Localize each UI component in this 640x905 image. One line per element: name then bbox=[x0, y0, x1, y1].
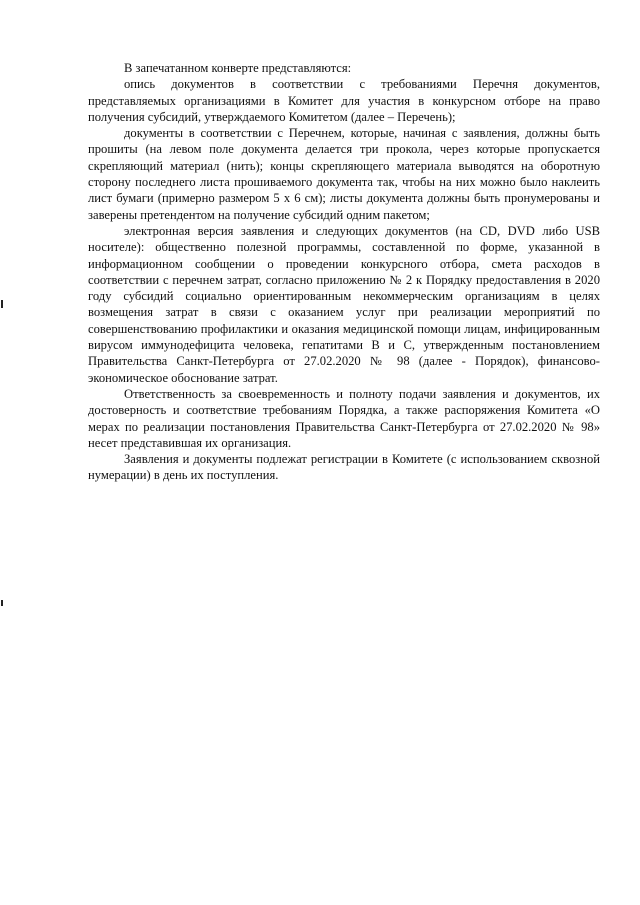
paragraph-binding: документы в соответствии с Перечнем, которые, начиная с заявления, должны быть прошиты (на левом поле документа делается три прокола, через которые пропускается скрепляющий материал (нить); концы скрепляющего материала выводятся на оборотную сторону последнего листа прошиваемого документа так, чтобы на них можно было наклеить лист бумаги (примерно размером 5 х 6 см); листы документа должны быть пронумерованы и заверены претендентом на получение субсидий одним пакетом; bbox=[88, 126, 600, 222]
document-body bbox=[88, 60, 600, 484]
scan-edge-mark bbox=[1, 300, 3, 308]
paragraph-inventory: опись документов в соответствии с требованиями Перечня документов, представляемых организациями в Комитет для участия в конкурсном отборе на право получения субсидий, утверждаемого Комитетом (далее – Перечень); bbox=[88, 77, 600, 124]
paragraph-registration: Заявления и документы подлежат регистрации в Комитете (с использованием сквозной нумерации) в день их поступления. bbox=[88, 452, 600, 483]
scan-edge-mark bbox=[1, 600, 3, 606]
paragraph-intro: В запечатанном конверте представляются: bbox=[124, 61, 352, 75]
paragraph-electronic-version: электронная версия заявления и следующих документов (на CD, DVD либо USB носителе): общественно полезной программы, составленной по форме, указанной в информационном сообщении о проведении конкурсного отбора, смета расходов в соответствии с перечнем затрат, согласно приложению № 2 к Порядку предоставления в 2020 году субсидий социально ориентированным некоммерческим организациям в целях возмещения затрат в связи с оказанием услуг при реализации мероприятий по совершенствованию профилактики и оказания медицинской помощи лицам, инфицированным вирусом иммунодефицита человека, гепатитами В и С, утвержденным постановлением Правительства Санкт-Петербурга от 27.02.2020 № 98 (далее - Порядок), финансово-экономическое обоснование затрат. bbox=[88, 223, 600, 385]
paragraph-responsibility: Ответственность за своевременность и полноту подачи заявления и документов, их достоверность и соответствие требованиям Порядка, а также распоряжения Комитета «О мерах по реализации постановления Правительства Санкт-Петербурга от 27.02.2020 № 98» несет представившая их организация. bbox=[88, 386, 600, 450]
